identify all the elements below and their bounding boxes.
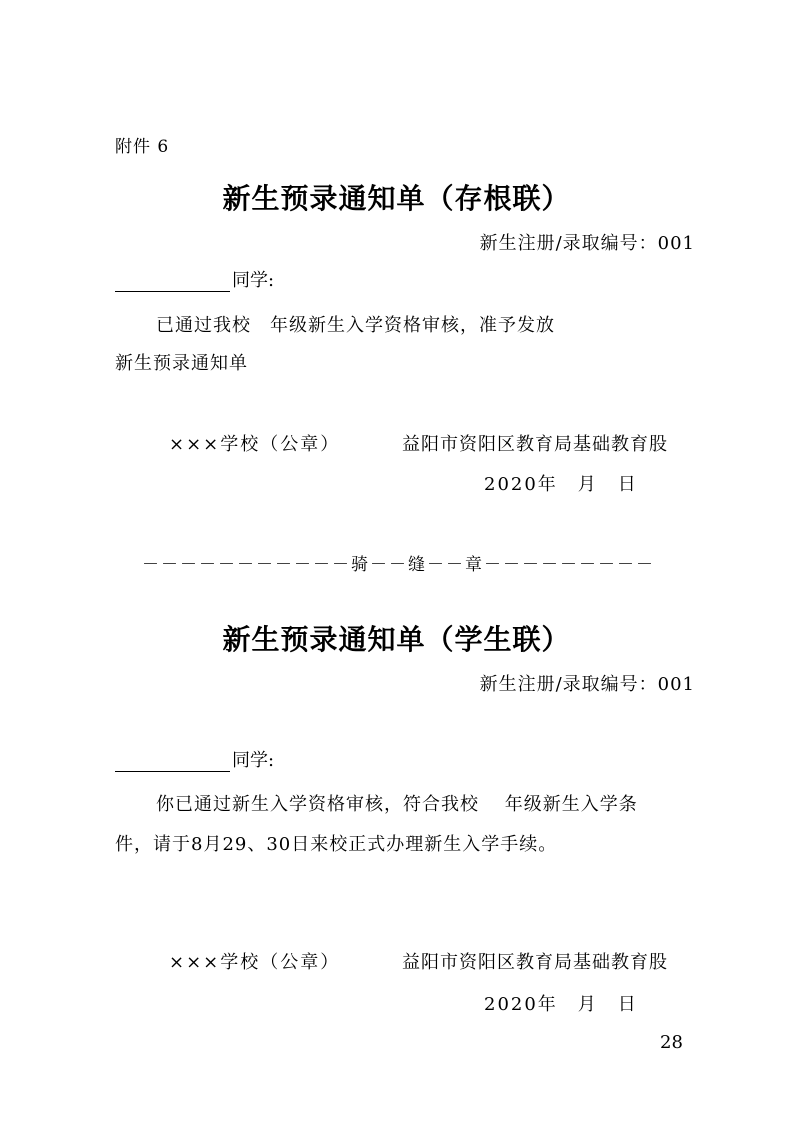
stub-registration-number: 新生注册/录取编号：001 <box>479 233 695 254</box>
attachment-label: 附件 6 <box>115 137 170 157</box>
student-bureau: 益阳市资阳区教育局基础教育股 <box>402 952 668 973</box>
student-title: 新生预录通知单（学生联） <box>222 623 571 656</box>
student-body-line-2: 件，请于8月29、30日来校正式办理新生入学手续。 <box>115 834 558 855</box>
stub-date: 2020年 月 日 <box>484 474 638 495</box>
student-date: 2020年 月 日 <box>484 994 638 1015</box>
student-salutation-text: 同学: <box>232 750 275 771</box>
stub-salutation-text: 同学: <box>232 270 275 291</box>
student-registration-number: 新生注册/录取编号：001 <box>479 674 695 695</box>
stub-title: 新生预录通知单（存根联） <box>222 182 571 215</box>
student-body-line-1: 你已通过新生入学资格审核，符合我校 年级新生入学条 <box>156 794 638 815</box>
stub-salutation <box>115 266 274 292</box>
stub-school-seal: ×××学校（公章） <box>169 434 341 455</box>
student-school-seal: ×××学校（公章） <box>169 952 341 973</box>
student-name-blank <box>115 749 230 772</box>
stub-body-line-1: 已通过我校 年级新生入学资格审核，准予发放 <box>156 315 555 336</box>
stub-bureau: 益阳市资阳区教育局基础教育股 <box>402 434 668 455</box>
seam-stamp-line: －－－－－－－－－－－骑－－缝－－章－－－－－－－－－ <box>142 555 655 575</box>
student-salutation <box>115 746 274 772</box>
stub-body-line-2: 新生预录通知单 <box>115 353 248 374</box>
stub-name-blank <box>115 269 230 292</box>
page-number: 28 <box>660 1032 683 1053</box>
